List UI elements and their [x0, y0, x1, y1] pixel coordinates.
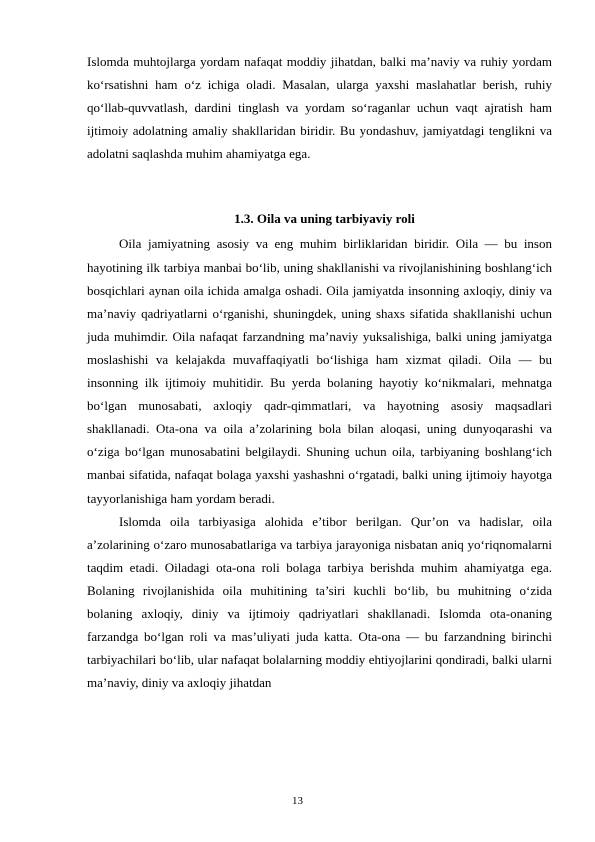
body-paragraph-family: Oila jamiyatning asosiy va eng muhim birliklaridan biridir. Oila — bu inson hayotining ilk tarbiya manbai bo‘lib, uning shakllanishi va rivojlanishining boshlang‘ich bosqichlari aynan oila ichida amalga oshadi. Oila jamiyatda insonning axloqiy, diniy va ma’naviy qadriyatlarni o‘rganishi, shuningdek, uning shaxs sifatida shakllanishi uchun juda muhimdir. Oila nafaqat farzandning ma’naviy yuksalishiga, balki uning jamiyatga moslashishi va kelajakda muvaffaqiyatli bo‘lishiga ham xizmat qiladi. Oila — bu insonning ilk ijtimoiy muhitidir. Bu yerda bolaning hayotiy ko‘nikmalari, mehnatga bo‘lgan munosabati, axloqiy qadr-qimmatlari, va hayotning asosiy maqsadlari shakllanadi. Ota-ona va oila a’zolarining bola bilan aloqasi, uning dunyoqarashi va o‘ziga bo‘lgan munosabatini belgilaydi. Shuning uchun oila, tarbiyaning boshlang‘ich manbai sifatida, nafaqat bolaga yaxshi yashashni o‘rgatadi, balki uning ijtimoiy hayotga tayyorlanishiga ham yordam beradi. [87, 236, 552, 506]
section-heading: 1.3. Oila va uning tarbiyaviy roli [234, 211, 415, 227]
document-page [87, 50, 552, 694]
page-number: 13 [292, 795, 303, 807]
section-spacer [87, 165, 552, 209]
intro-paragraph: Islomda muhtojlarga yordam nafaqat moddiy jihatdan, balki ma’naviy va ruhiy yordam ko‘rsatishni ham o‘z ichiga oladi. Masalan, ularga yaxshi maslahatlar berish, ruhiy qo‘llab-quvvatlash, dardini tinglash va yordam so‘raganlar uchun vaqt ajratish ham ijtimoiy adolatning amaliy shakllaridan biridir. Bu yondashuv, jamiyatdagi tenglikni va adolatni saqlashda muhim ahamiyatga ega. [87, 54, 552, 162]
body-paragraph-islam: Islomda oila tarbiyasiga alohida e’tibor berilgan. Qur’on va hadislar, oila a’zolarining o‘zaro munosabatlariga va tarbiya jarayoniga nisbatan aniq yo‘riqnomalarni taqdim etadi. Oiladagi ota-ona roli bolaga tarbiya berishda muhim ahamiyatga ega. Bolaning rivojlanishida oila muhitining ta’siri kuchli bo‘lib, bu muhitning o‘zida bolaning axloqiy, diniy va ijtimoiy qadriyatlari shakllanadi. Islomda ota-onaning farzandga bo‘lgan roli va mas’uliyati juda katta. Ota-ona — bu farzandning birinchi tarbiyachilari bo‘lib, ular nafaqat bolalarning moddiy ehtiyojlarini qondiradi, balki ularni ma’naviy, diniy va axloqiy jihatdan [87, 513, 552, 691]
